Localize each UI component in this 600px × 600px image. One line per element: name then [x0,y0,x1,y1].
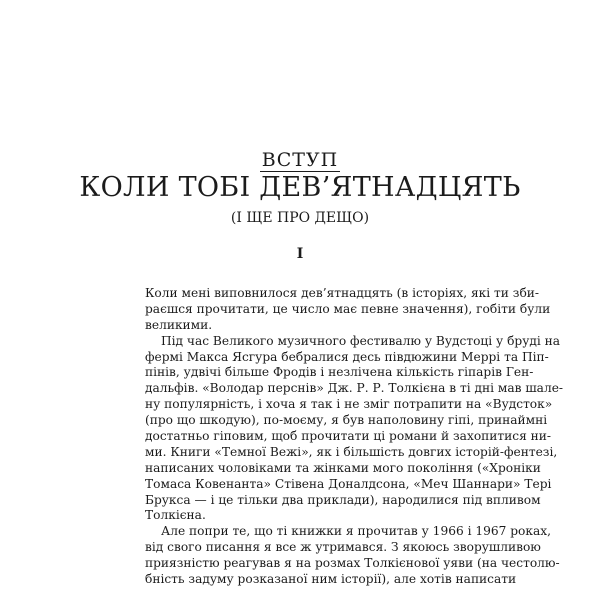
chapter-subtitle: (І ЩЕ ПРО ДЕЩО) [230,210,370,226]
text-line: раєшся прочитати, це число має певне значення), гобіти були [145,301,551,316]
text-line: ми. Книги «Темної Вежі», як і більшість довгих історій-фентезі, [145,444,558,459]
section-label [0,150,600,172]
text-line: Але попри те, що ті книжки я прочитав у 1966 і 1967 роках, [161,524,552,539]
text-line: ну популярність, і хоча я так і не зміг потрапити на «Вудсток» [145,397,553,412]
text-line: Толкієна. [145,508,206,523]
text-line: бність задуму розказаної ним історії), але хотів написати [145,572,517,587]
section-label-text: ВСТУП [261,149,339,171]
text-line: приязністю реагував я на розмах Толкієнової уяви (на честолю- [145,556,560,571]
text-line: (про що шкодую), по-моєму, я був наполовину гіпі, принаймні [145,413,548,428]
text-line: достатньо гіповим, щоб прочитати ці романи й захопитися ни- [145,429,552,444]
text-line: Томаса Ковенанта» Стівена Доналдсона, «Меч Шаннари» Тері [145,476,552,491]
text-line: Під час Великого музичного фестивалю у Вудстоці у бруді на [161,333,561,348]
text-line: написаних чоловіками та жінками мого покоління («Хроніки [145,460,541,475]
text-line: великими. [145,317,213,332]
part-number: I [296,246,304,262]
text-line: фермі Макса Ясгура бебралися десь півдюжини Меррі та Піп- [145,349,549,364]
body-text [145,286,564,588]
text-line: Коли мені виповнилося дев’ятнадцять (в історіях, які ти зби- [145,286,540,300]
text-line: дальфів. «Володар перснів» Дж. Р. Р. Толкієна в ті дні мав шале- [145,381,564,396]
text-line: Брукса — і це тільки два приклади), народилися під впливом [145,492,541,507]
text-line: від свого писання я все ж утримався. З якоюсь зворушливою [145,540,541,555]
text-line: пінів, удвічі більше Фродів і незлічена кількість гіпарів Ген- [145,365,534,380]
chapter-title: КОЛИ ТОБІ ДЕВ’ЯТНАДЦЯТЬ [79,172,521,203]
